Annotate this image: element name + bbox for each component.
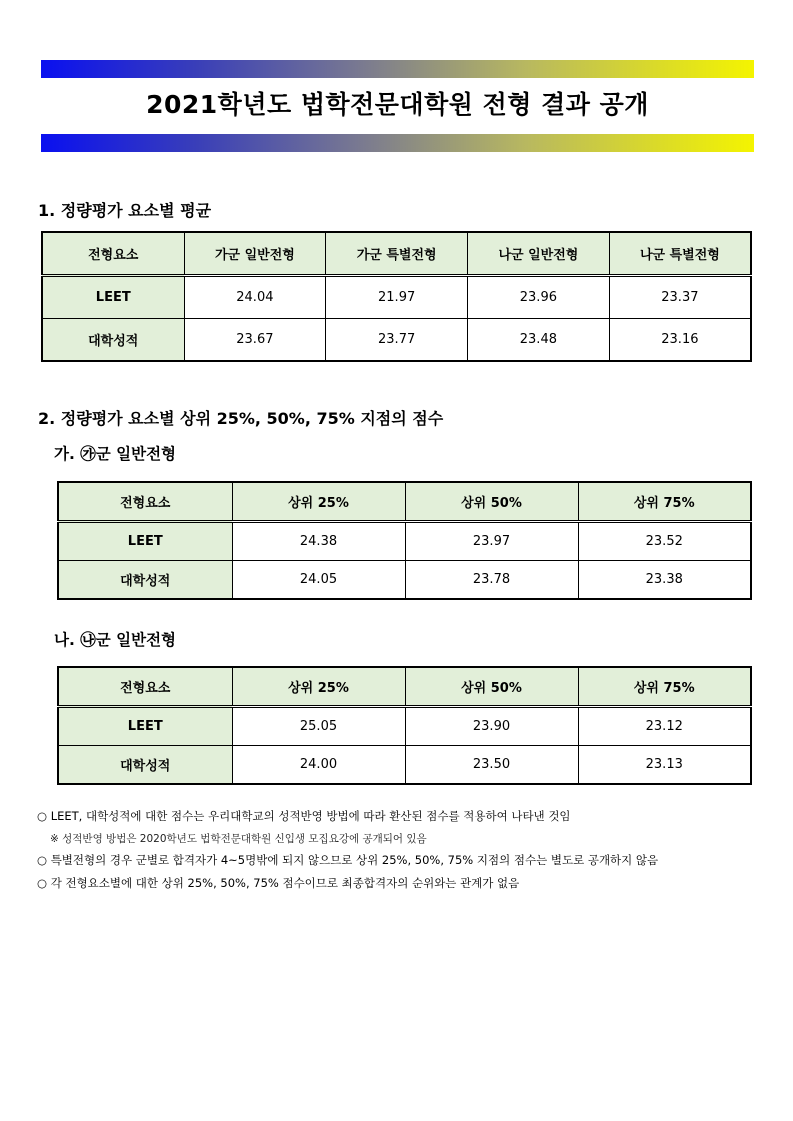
table-cell: 23.96 [468,275,610,318]
row-label: LEET [58,706,232,745]
table-row [58,706,751,745]
section1-heading: 1. 정량평가 요소별 평균 [38,201,212,220]
table-cell: 23.77 [326,318,468,361]
header-cell: 상위 75% [578,482,751,521]
table-cell: 23.48 [468,318,610,361]
table-cell: 23.52 [578,521,751,560]
page-title: 2021학년도 법학전문대학원 전형 결과 공개 [146,90,649,119]
header-cell: 상위 25% [232,482,405,521]
subsection-a-heading: 가. ㉮군 일반전형 [54,445,177,463]
header-cell: 가군 특별전형 [326,232,468,275]
table-cell: 24.05 [232,560,405,599]
percentile-table-a [57,481,752,600]
table-cell: 25.05 [232,706,405,745]
table-cell: 23.38 [578,560,751,599]
header-cell: 상위 75% [578,667,751,706]
table-cell: 21.97 [326,275,468,318]
table-cell: 23.67 [184,318,326,361]
note-subitem: ※ 성적반영 방법은 2020학년도 법학전문대학원 신입생 모집요강에 공개되어 있음 [50,833,427,845]
title-band-bottom [41,134,754,152]
header-cell: 나군 특별전형 [609,232,751,275]
row-label: 대학성적 [42,318,184,361]
note-item: ○ LEET, 대학성적에 대한 점수는 우리대학교의 성적반영 방법에 따라 환산된 점수를 적용하여 나타낸 것임 [37,809,571,823]
table-cell: 23.97 [405,521,578,560]
row-label: 대학성적 [58,745,232,784]
table-row [58,521,751,560]
title-band-top [41,60,754,78]
table-cell: 24.38 [232,521,405,560]
table-row [58,560,751,599]
table-header-row [42,232,751,275]
header-cell: 전형요소 [42,232,184,275]
table-cell: 23.37 [609,275,751,318]
table-cell: 24.00 [232,745,405,784]
row-label: 대학성적 [58,560,232,599]
percentile-table-b [57,666,752,785]
table-cell: 23.90 [405,706,578,745]
header-cell: 가군 일반전형 [184,232,326,275]
note-item: ○ 각 전형요소별에 대한 상위 25%, 50%, 75% 점수이므로 최종합격자의 순위와는 관계가 없음 [37,876,520,890]
section2-heading: 2. 정량평가 요소별 상위 25%, 50%, 75% 지점의 점수 [38,409,444,428]
table-row [42,275,751,318]
table-cell: 24.04 [184,275,326,318]
header-cell: 상위 50% [405,482,578,521]
table-cell: 23.50 [405,745,578,784]
row-label: LEET [58,521,232,560]
table-cell: 23.16 [609,318,751,361]
average-table [41,231,752,362]
header-cell: 나군 일반전형 [468,232,610,275]
table-row [42,318,751,361]
table-cell: 23.13 [578,745,751,784]
table-cell: 23.78 [405,560,578,599]
table-cell: 23.12 [578,706,751,745]
table-header-row [58,667,751,706]
header-cell: 전형요소 [58,667,232,706]
row-label: LEET [42,275,184,318]
header-cell: 전형요소 [58,482,232,521]
header-cell: 상위 25% [232,667,405,706]
note-item: ○ 특별전형의 경우 군별로 합격자가 4~5명밖에 되지 않으므로 상위 25%, 50%, 75% 지점의 점수는 별도로 공개하지 않음 [37,853,659,867]
subsection-b-heading: 나. ㉯군 일반전형 [54,631,177,649]
header-cell: 상위 50% [405,667,578,706]
table-header-row [58,482,751,521]
table-row [58,745,751,784]
